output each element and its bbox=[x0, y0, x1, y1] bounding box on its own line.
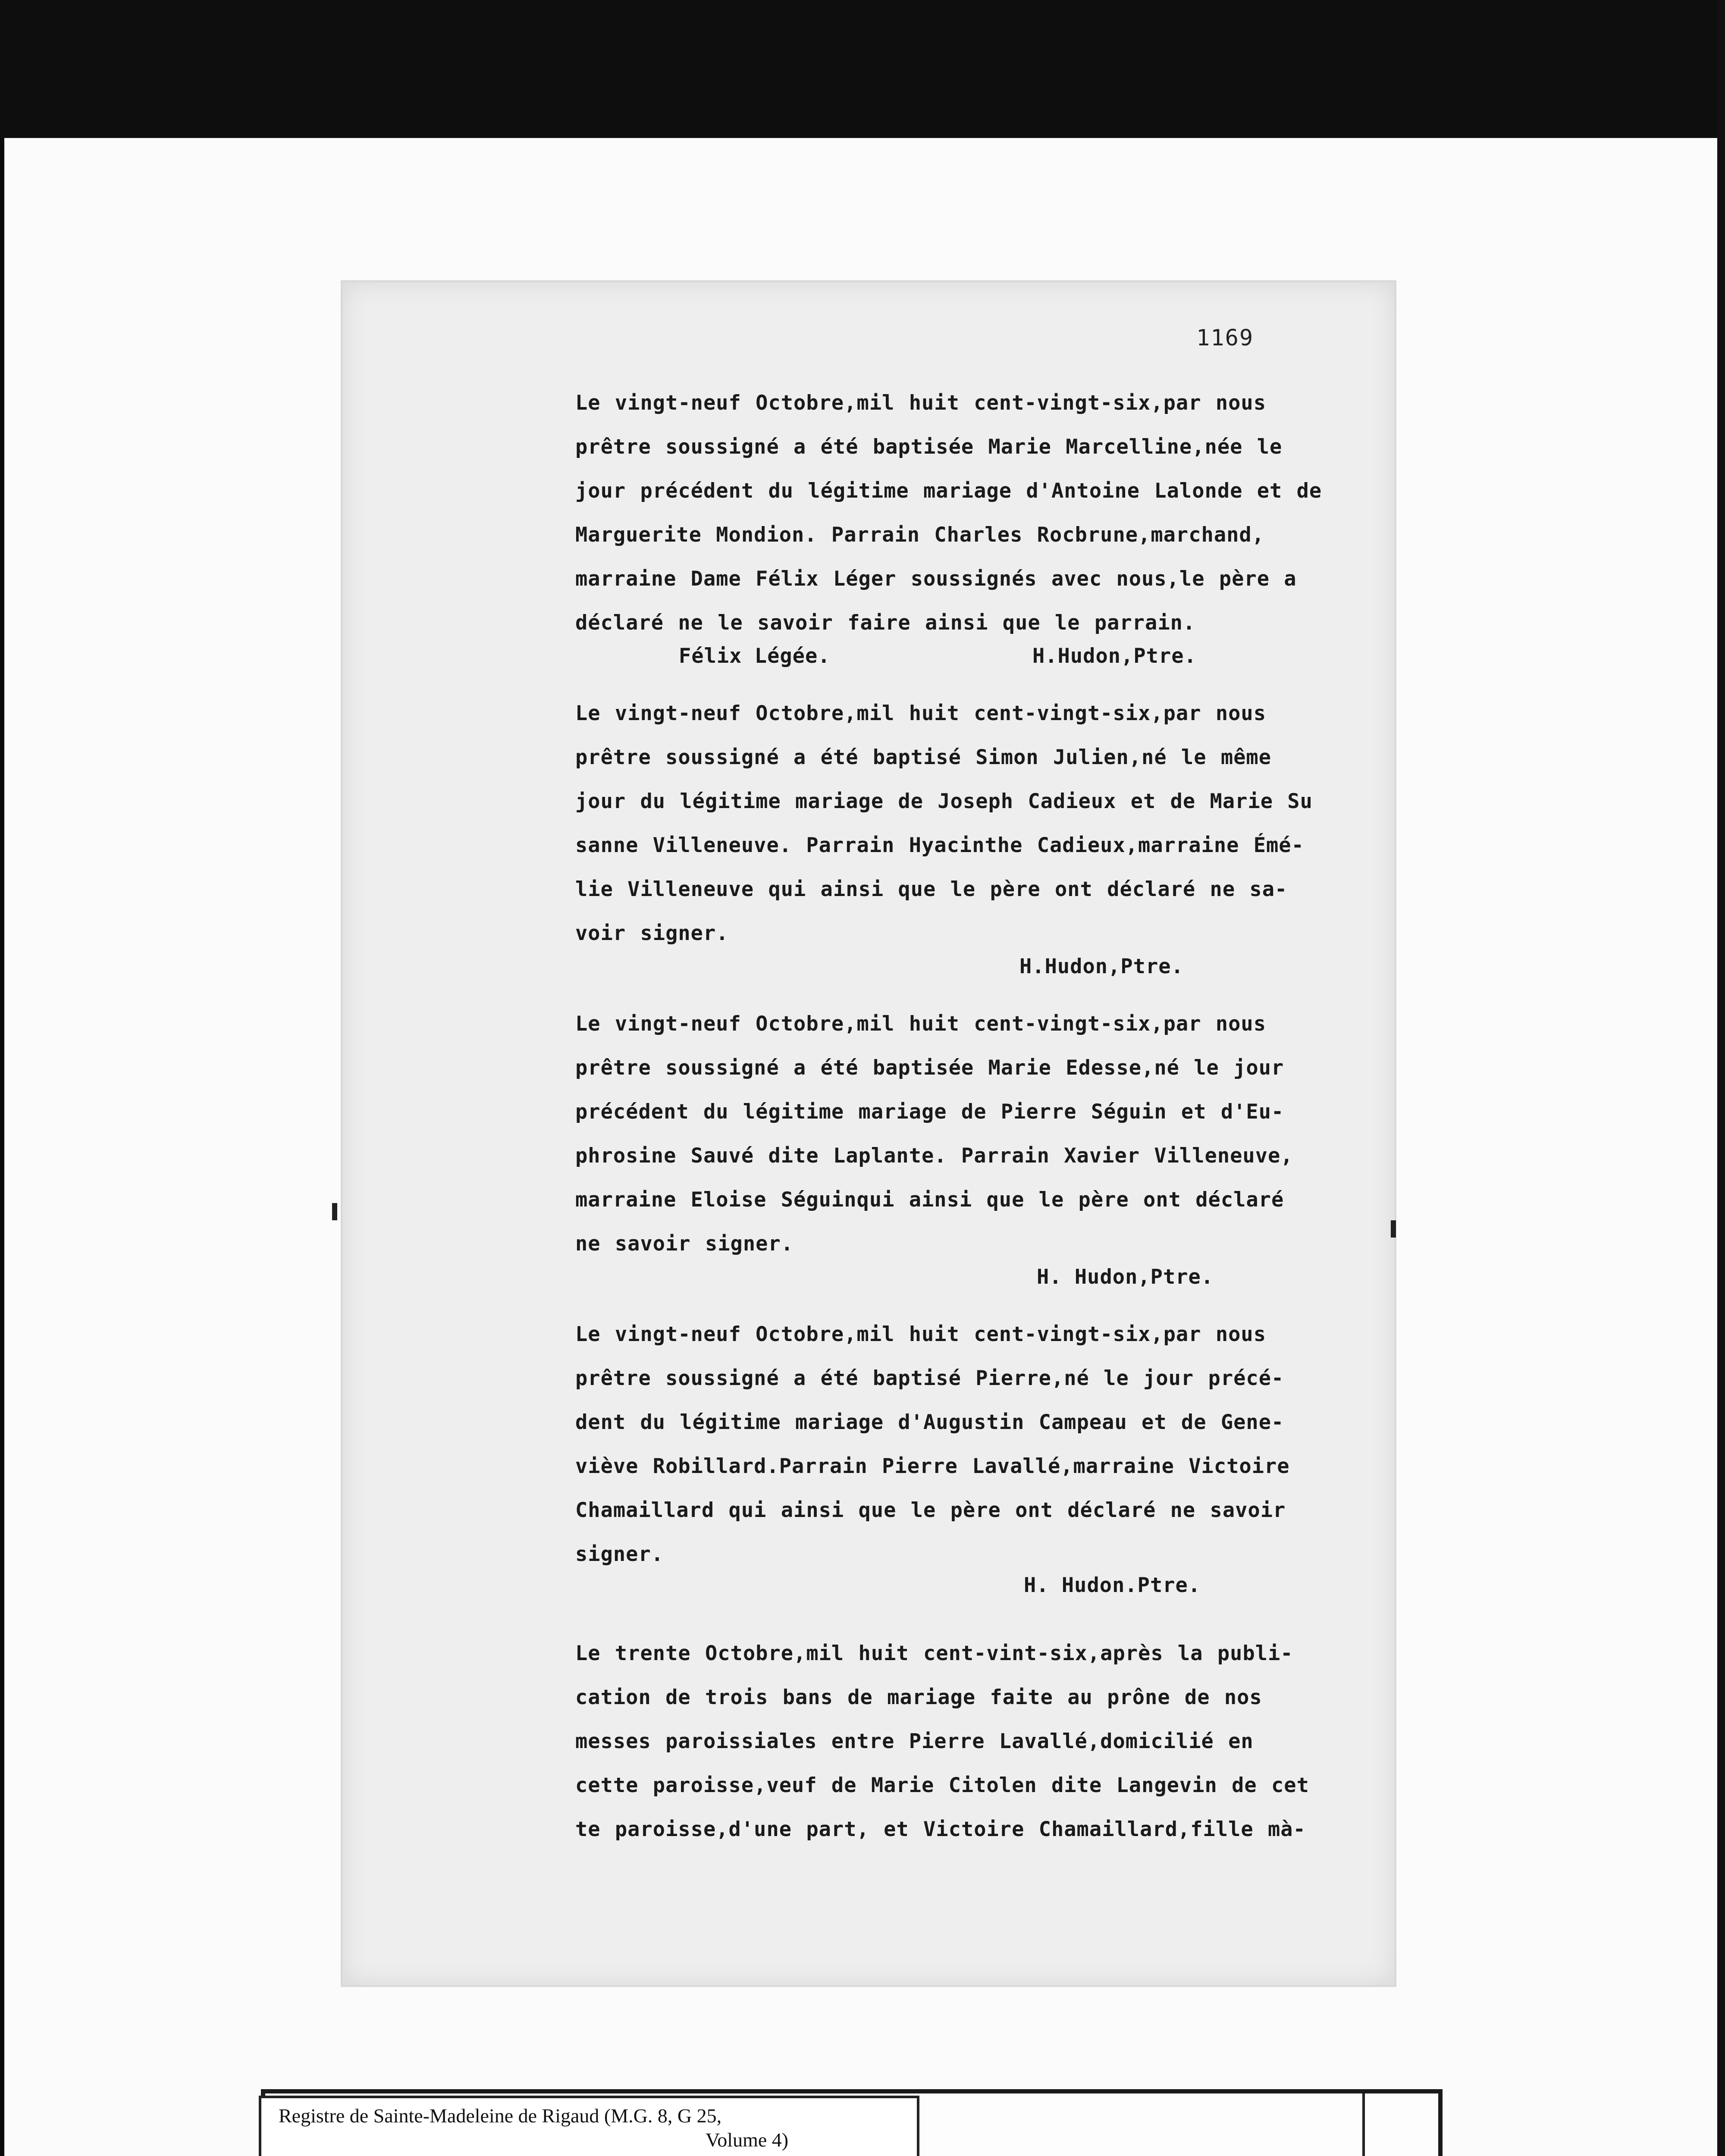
reference-line-1: Registre de Sainte-Madeleine de Rigaud (M.G. 8, G 25, bbox=[279, 2105, 722, 2127]
entry-line: précédent du légitime mariage de Pierre Séguin et d'Eu- bbox=[575, 1100, 1284, 1124]
baptism-entry-3 bbox=[575, 1002, 1317, 1266]
entry-line: voir signer. bbox=[575, 921, 729, 945]
margin-mark bbox=[332, 1203, 337, 1220]
entry-line: Marguerite Mondion. Parrain Charles Rocbrune,marchand, bbox=[575, 523, 1265, 547]
entry-line: marraine Eloise Séguinqui ainsi que le père ont déclaré bbox=[575, 1188, 1284, 1212]
entry-line: signer. bbox=[575, 1542, 664, 1566]
entry-line: jour précédent du légitime mariage d'Antoine Lalonde et de bbox=[575, 479, 1322, 503]
entry-line: cette paroisse,veuf de Marie Citolen dite Langevin de cet bbox=[575, 1774, 1309, 1797]
entry-line: prêtre soussigné a été baptisée Marie Edesse,né le jour bbox=[575, 1056, 1284, 1080]
entry-line: messes paroissiales entre Pierre Lavallé,domicilié en bbox=[575, 1730, 1254, 1753]
signature-priest: H.Hudon,Ptre. bbox=[1019, 955, 1184, 978]
margin-mark bbox=[1391, 1220, 1396, 1238]
entry-line: Le vingt-neuf Octobre,mil huit cent-vingt-six,par nous bbox=[575, 702, 1267, 725]
entry-line: sanne Villeneuve. Parrain Hyacinthe Cadieux,marraine Émé- bbox=[575, 834, 1304, 857]
entry-line: lie Villeneuve qui ainsi que le père ont déclaré ne sa- bbox=[575, 877, 1288, 901]
entry-line: marraine Dame Félix Léger soussignés avec nous,le père a bbox=[575, 567, 1297, 591]
film-border-top bbox=[0, 0, 1725, 138]
entry-line: déclaré ne le savoir faire ainsi que le parrain. bbox=[575, 611, 1196, 635]
signature-priest: H. Hudon.Ptre. bbox=[1024, 1573, 1201, 1597]
archive-reference-label bbox=[259, 2096, 919, 2156]
signature-godmother: Félix Légée. bbox=[679, 644, 831, 668]
entry-line: dent du légitime mariage d'Augustin Campeau et de Gene- bbox=[575, 1410, 1284, 1434]
panel-edge bbox=[1362, 2093, 1443, 2156]
baptism-entry-4 bbox=[575, 1313, 1317, 1576]
reference-line-2: Volume 4) bbox=[706, 2129, 789, 2151]
marriage-entry bbox=[575, 1632, 1317, 1852]
entry-line: prêtre soussigné a été baptisée Marie Marcelline,née le bbox=[575, 435, 1283, 459]
entry-line: Le trente Octobre,mil huit cent-vint-six,après la publi- bbox=[575, 1642, 1293, 1665]
entry-line: Le vingt-neuf Octobre,mil huit cent-vingt-six,par nous bbox=[575, 391, 1267, 415]
entry-line: viève Robillard.Parrain Pierre Lavallé,marraine Victoire bbox=[575, 1454, 1290, 1478]
baptism-entry-2 bbox=[575, 692, 1317, 956]
signature-priest: H.Hudon,Ptre. bbox=[1032, 644, 1197, 668]
entry-line: Chamaillard qui ainsi que le père ont déclaré ne savoir bbox=[575, 1498, 1286, 1522]
signature-priest: H. Hudon,Ptre. bbox=[1037, 1265, 1214, 1289]
register-page bbox=[341, 280, 1396, 1987]
entry-line: jour du légitime mariage de Joseph Cadieux et de Marie Su bbox=[575, 790, 1313, 813]
film-border-right bbox=[1717, 0, 1725, 2156]
entry-line: ne savoir signer. bbox=[575, 1232, 794, 1256]
entry-line: cation de trois bans de mariage faite au prône de nos bbox=[575, 1686, 1262, 1709]
page-number: 1169 bbox=[1196, 325, 1254, 351]
entry-line: phrosine Sauvé dite Laplante. Parrain Xavier Villeneuve, bbox=[575, 1144, 1293, 1168]
entry-line: prêtre soussigné a été baptisé Pierre,né le jour précé- bbox=[575, 1366, 1284, 1390]
baptism-entry-1 bbox=[575, 381, 1322, 645]
entry-line: te paroisse,d'une part, et Victoire Chamaillard,fille mà- bbox=[575, 1818, 1306, 1841]
entry-line: Le vingt-neuf Octobre,mil huit cent-vingt-six,par nous bbox=[575, 1012, 1267, 1036]
entry-line: Le vingt-neuf Octobre,mil huit cent-vingt-six,par nous bbox=[575, 1322, 1267, 1346]
entry-line: prêtre soussigné a été baptisé Simon Julien,né le même bbox=[575, 746, 1272, 769]
